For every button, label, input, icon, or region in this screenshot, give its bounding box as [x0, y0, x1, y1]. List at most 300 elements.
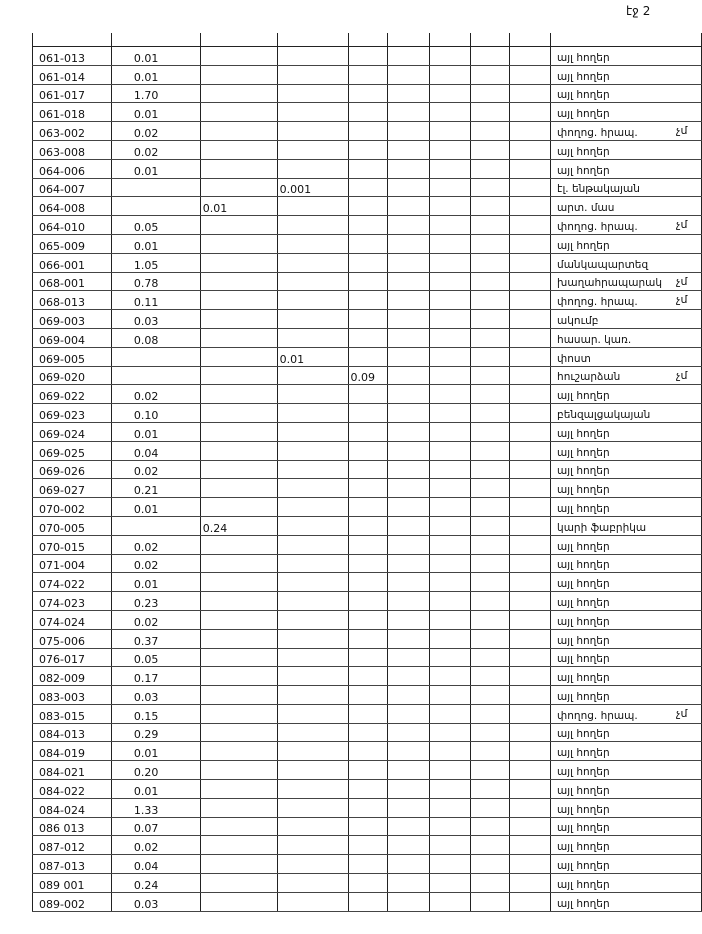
area-col5 [348, 742, 387, 761]
area-col4 [277, 535, 348, 554]
empty-cell [387, 253, 430, 272]
empty-cell [510, 761, 551, 780]
empty-cell [471, 780, 510, 799]
empty-cell [471, 310, 510, 329]
area-value: 0.03 [111, 686, 200, 705]
empty-cell [430, 103, 471, 122]
area-col4 [277, 648, 348, 667]
area-col3 [200, 159, 277, 178]
empty-cell [387, 404, 430, 423]
empty-cell [510, 328, 551, 347]
land-category: այլ հողեր [551, 441, 702, 460]
table-row [33, 366, 702, 385]
land-category: այլ հողեր [551, 817, 702, 836]
area-col5 [348, 892, 387, 911]
area-col5 [348, 460, 387, 479]
table-row [33, 498, 702, 517]
table-row [33, 103, 702, 122]
empty-cell [430, 479, 471, 498]
area-col4 [277, 855, 348, 874]
area-col4 [277, 667, 348, 686]
table-row [33, 328, 702, 347]
parcel-code: 064-007 [33, 178, 112, 197]
area-col5 [348, 159, 387, 178]
land-category: այլ հողեր [551, 573, 702, 592]
parcel-code: 065-009 [33, 234, 112, 253]
area-col5 [348, 686, 387, 705]
empty-cell [430, 404, 471, 423]
empty-cell [387, 892, 430, 911]
area-col3 [200, 836, 277, 855]
empty-cell [510, 159, 551, 178]
area-col4 [277, 328, 348, 347]
empty-cell [430, 592, 471, 611]
empty-cell [510, 723, 551, 742]
empty-cell [510, 404, 551, 423]
parcel-code: 063-002 [33, 122, 112, 141]
empty-cell [387, 178, 430, 197]
empty-cell [471, 704, 510, 723]
empty-cell [471, 65, 510, 84]
parcel-code: 084-013 [33, 723, 112, 742]
land-category: ակումբ [551, 310, 702, 329]
table-row [33, 686, 702, 705]
area-value: 0.11 [111, 291, 200, 310]
area-col5 [348, 422, 387, 441]
empty-cell [510, 103, 551, 122]
parcel-code: 086 013 [33, 817, 112, 836]
empty-cell [471, 84, 510, 103]
parcel-code: 087-013 [33, 855, 112, 874]
land-category: խաղահրապարակ [551, 272, 702, 291]
area-col4 [277, 479, 348, 498]
area-col4 [277, 592, 348, 611]
area-col4 [277, 216, 348, 235]
land-category: այլ հողեր [551, 780, 702, 799]
empty-cell [387, 610, 430, 629]
parcel-code: 089-002 [33, 892, 112, 911]
empty-cell [510, 197, 551, 216]
header-cell [111, 33, 200, 47]
area-col4 [277, 554, 348, 573]
empty-cell [387, 103, 430, 122]
empty-cell [430, 535, 471, 554]
land-category: այլ հողեր [551, 629, 702, 648]
area-col5 [348, 798, 387, 817]
area-col3 [200, 704, 277, 723]
margin-mark: չմ [676, 368, 688, 382]
empty-cell [387, 742, 430, 761]
empty-cell [510, 892, 551, 911]
area-col3 [200, 178, 277, 197]
land-category: այլ հողեր [551, 648, 702, 667]
land-category: այլ հողեր [551, 47, 702, 66]
area-col4 [277, 686, 348, 705]
empty-cell [471, 723, 510, 742]
parcel-code: 070-015 [33, 535, 112, 554]
area-col5 [348, 178, 387, 197]
parcel-code: 068-013 [33, 291, 112, 310]
land-category: փոստ [551, 347, 702, 366]
parcel-code: 069-024 [33, 422, 112, 441]
table-row [33, 836, 702, 855]
empty-cell [471, 742, 510, 761]
table-row [33, 310, 702, 329]
area-value: 0.21 [111, 479, 200, 498]
area-col4 [277, 516, 348, 535]
area-value: 0.05 [111, 648, 200, 667]
parcel-code: 061-013 [33, 47, 112, 66]
land-category: այլ հողեր [551, 140, 702, 159]
land-category: էլ. ենթակայան [551, 178, 702, 197]
area-col3 [200, 798, 277, 817]
land-category: փողոց. հրապ. [551, 122, 702, 141]
empty-cell [510, 460, 551, 479]
empty-cell [510, 686, 551, 705]
area-col5 [348, 310, 387, 329]
empty-cell [430, 234, 471, 253]
empty-cell [387, 554, 430, 573]
table-row [33, 272, 702, 291]
empty-cell [510, 422, 551, 441]
area-col3 [200, 422, 277, 441]
area-value: 0.05 [111, 216, 200, 235]
empty-cell [430, 65, 471, 84]
land-category: այլ հողեր [551, 610, 702, 629]
area-col5 [348, 761, 387, 780]
margin-mark: չմ [676, 707, 688, 720]
area-col5 [348, 479, 387, 498]
margin-mark: չմ [676, 124, 688, 138]
area-value: 0.01 [111, 742, 200, 761]
area-value: 1.05 [111, 253, 200, 272]
area-col5 [348, 855, 387, 874]
empty-cell [387, 422, 430, 441]
empty-cell [387, 140, 430, 159]
land-category: այլ հողեր [551, 686, 702, 705]
table-row [33, 216, 702, 235]
table-row [33, 234, 702, 253]
empty-cell [387, 836, 430, 855]
empty-cell [471, 197, 510, 216]
empty-cell [430, 874, 471, 893]
empty-cell [510, 140, 551, 159]
empty-cell [430, 422, 471, 441]
land-category: այլ հողեր [551, 535, 702, 554]
area-col4 [277, 798, 348, 817]
area-col3 [200, 404, 277, 423]
table-row [33, 573, 702, 592]
parcel-code: 083-015 [33, 704, 112, 723]
empty-cell [430, 723, 471, 742]
empty-cell [510, 554, 551, 573]
empty-cell [430, 310, 471, 329]
header-cell [471, 33, 510, 47]
area-value: 0.15 [111, 704, 200, 723]
table-row [33, 874, 702, 893]
land-category: այլ հողեր [551, 422, 702, 441]
empty-cell [471, 667, 510, 686]
table-row [33, 479, 702, 498]
empty-cell [387, 216, 430, 235]
land-category: այլ հողեր [551, 667, 702, 686]
parcel-code: 084-021 [33, 761, 112, 780]
empty-cell [510, 535, 551, 554]
area-col3 [200, 592, 277, 611]
empty-cell [510, 592, 551, 611]
empty-cell [471, 234, 510, 253]
area-value: 0.02 [111, 385, 200, 404]
empty-cell [430, 516, 471, 535]
empty-cell [387, 291, 430, 310]
area-col5 [348, 65, 387, 84]
empty-cell [387, 874, 430, 893]
empty-cell [430, 742, 471, 761]
empty-cell [471, 874, 510, 893]
table-row [33, 422, 702, 441]
empty-cell [387, 667, 430, 686]
area-value: 0.02 [111, 122, 200, 141]
parcel-code: 074-024 [33, 610, 112, 629]
empty-cell [510, 291, 551, 310]
empty-cell [471, 629, 510, 648]
table-row [33, 404, 702, 423]
empty-cell [510, 122, 551, 141]
empty-cell [387, 516, 430, 535]
table-row [33, 84, 702, 103]
parcel-code: 084-024 [33, 798, 112, 817]
parcel-code: 069-025 [33, 441, 112, 460]
empty-cell [430, 892, 471, 911]
land-category: այլ հողեր [551, 554, 702, 573]
area-col5 [348, 404, 387, 423]
area-value: 0.07 [111, 817, 200, 836]
table-row [33, 516, 702, 535]
area-col4 [277, 422, 348, 441]
table-row [33, 291, 702, 310]
table-row [33, 592, 702, 611]
empty-cell [510, 780, 551, 799]
empty-cell [387, 122, 430, 141]
area-value: 0.20 [111, 761, 200, 780]
area-col4 [277, 84, 348, 103]
land-category: այլ հողեր [551, 159, 702, 178]
area-col5: 0.09 [348, 366, 387, 385]
area-col5 [348, 535, 387, 554]
parcel-code: 087-012 [33, 836, 112, 855]
empty-cell [471, 441, 510, 460]
empty-cell [430, 216, 471, 235]
area-value: 0.78 [111, 272, 200, 291]
area-col4 [277, 234, 348, 253]
table-row [33, 855, 702, 874]
area-value: 0.03 [111, 310, 200, 329]
land-category: այլ հողեր [551, 761, 702, 780]
table-row [33, 47, 702, 66]
empty-cell [430, 648, 471, 667]
table-row [33, 441, 702, 460]
table-row [33, 610, 702, 629]
empty-cell [471, 798, 510, 817]
area-col4 [277, 103, 348, 122]
table-row [33, 798, 702, 817]
area-col3 [200, 272, 277, 291]
area-col5 [348, 629, 387, 648]
land-category: փողոց. հրապ. [551, 704, 702, 723]
empty-cell [510, 216, 551, 235]
land-category: այլ հողեր [551, 234, 702, 253]
parcel-code: 069-003 [33, 310, 112, 329]
area-col5 [348, 667, 387, 686]
area-col3 [200, 554, 277, 573]
empty-cell [471, 122, 510, 141]
empty-cell [387, 84, 430, 103]
empty-cell [471, 892, 510, 911]
empty-cell [471, 272, 510, 291]
table-row [33, 629, 702, 648]
area-value: 0.02 [111, 460, 200, 479]
empty-cell [387, 704, 430, 723]
land-category: այլ հողեր [551, 592, 702, 611]
empty-cell [471, 648, 510, 667]
area-value: 0.01 [111, 422, 200, 441]
area-col4 [277, 761, 348, 780]
empty-cell [471, 516, 510, 535]
empty-cell [430, 573, 471, 592]
area-col5 [348, 291, 387, 310]
area-col5 [348, 780, 387, 799]
area-col4 [277, 460, 348, 479]
area-value: 0.01 [111, 159, 200, 178]
area-col4 [277, 159, 348, 178]
empty-cell [510, 253, 551, 272]
parcel-code: 074-023 [33, 592, 112, 611]
table-row [33, 535, 702, 554]
empty-cell [387, 629, 430, 648]
page-number: էջ 2 [626, 4, 651, 18]
empty-cell [510, 798, 551, 817]
area-col3: 0.01 [200, 197, 277, 216]
empty-cell [387, 234, 430, 253]
area-value: 0.02 [111, 836, 200, 855]
land-category: փողոց. հրապ. [551, 216, 702, 235]
empty-cell [430, 441, 471, 460]
empty-cell [430, 178, 471, 197]
area-col3 [200, 253, 277, 272]
area-col4 [277, 874, 348, 893]
empty-cell [471, 817, 510, 836]
area-col3 [200, 291, 277, 310]
area-col5 [348, 817, 387, 836]
empty-cell [430, 159, 471, 178]
area-col3 [200, 441, 277, 460]
area-col3 [200, 84, 277, 103]
empty-cell [387, 65, 430, 84]
empty-cell [471, 404, 510, 423]
header-cell [277, 33, 348, 47]
area-col3 [200, 610, 277, 629]
empty-cell [430, 122, 471, 141]
area-col3 [200, 648, 277, 667]
empty-cell [471, 836, 510, 855]
area-col3 [200, 686, 277, 705]
area-col5 [348, 234, 387, 253]
empty-cell [471, 216, 510, 235]
empty-cell [471, 366, 510, 385]
area-value: 0.01 [111, 573, 200, 592]
table-row [33, 178, 702, 197]
empty-cell [471, 140, 510, 159]
empty-cell [430, 291, 471, 310]
area-col4 [277, 385, 348, 404]
area-col3 [200, 780, 277, 799]
land-category: այլ հողեր [551, 892, 702, 911]
empty-cell [510, 385, 551, 404]
empty-cell [430, 328, 471, 347]
table-row [33, 761, 702, 780]
area-value [111, 178, 200, 197]
area-col5 [348, 122, 387, 141]
header-cell [430, 33, 471, 47]
area-col4 [277, 140, 348, 159]
area-col4 [277, 704, 348, 723]
empty-cell [387, 573, 430, 592]
empty-cell [510, 667, 551, 686]
empty-cell [387, 159, 430, 178]
parcel-code: 069-022 [33, 385, 112, 404]
empty-cell [510, 704, 551, 723]
empty-cell [510, 836, 551, 855]
empty-cell [510, 817, 551, 836]
table-row [33, 723, 702, 742]
table-row [33, 817, 702, 836]
area-col5 [348, 441, 387, 460]
empty-cell [510, 573, 551, 592]
empty-cell [387, 535, 430, 554]
empty-cell [510, 347, 551, 366]
parcel-code: 061-017 [33, 84, 112, 103]
area-col3 [200, 122, 277, 141]
area-col5 [348, 573, 387, 592]
area-col4 [277, 122, 348, 141]
area-col4 [277, 310, 348, 329]
empty-cell [430, 629, 471, 648]
area-col4 [277, 404, 348, 423]
land-category: այլ հողեր [551, 723, 702, 742]
parcel-code: 071-004 [33, 554, 112, 573]
area-col5 [348, 610, 387, 629]
area-col3 [200, 366, 277, 385]
empty-cell [510, 84, 551, 103]
empty-cell [510, 742, 551, 761]
area-col3 [200, 460, 277, 479]
table-row [33, 667, 702, 686]
table-row [33, 742, 702, 761]
empty-cell [471, 479, 510, 498]
empty-cell [471, 855, 510, 874]
area-value: 0.01 [111, 498, 200, 517]
parcel-code: 084-019 [33, 742, 112, 761]
land-category: բենզալցակայան [551, 404, 702, 423]
parcel-code: 069-004 [33, 328, 112, 347]
table-row [33, 780, 702, 799]
area-col4 [277, 366, 348, 385]
header-cell [510, 33, 551, 47]
table-row [33, 140, 702, 159]
area-col3 [200, 874, 277, 893]
parcel-code: 064-010 [33, 216, 112, 235]
area-col4: 0.001 [277, 178, 348, 197]
